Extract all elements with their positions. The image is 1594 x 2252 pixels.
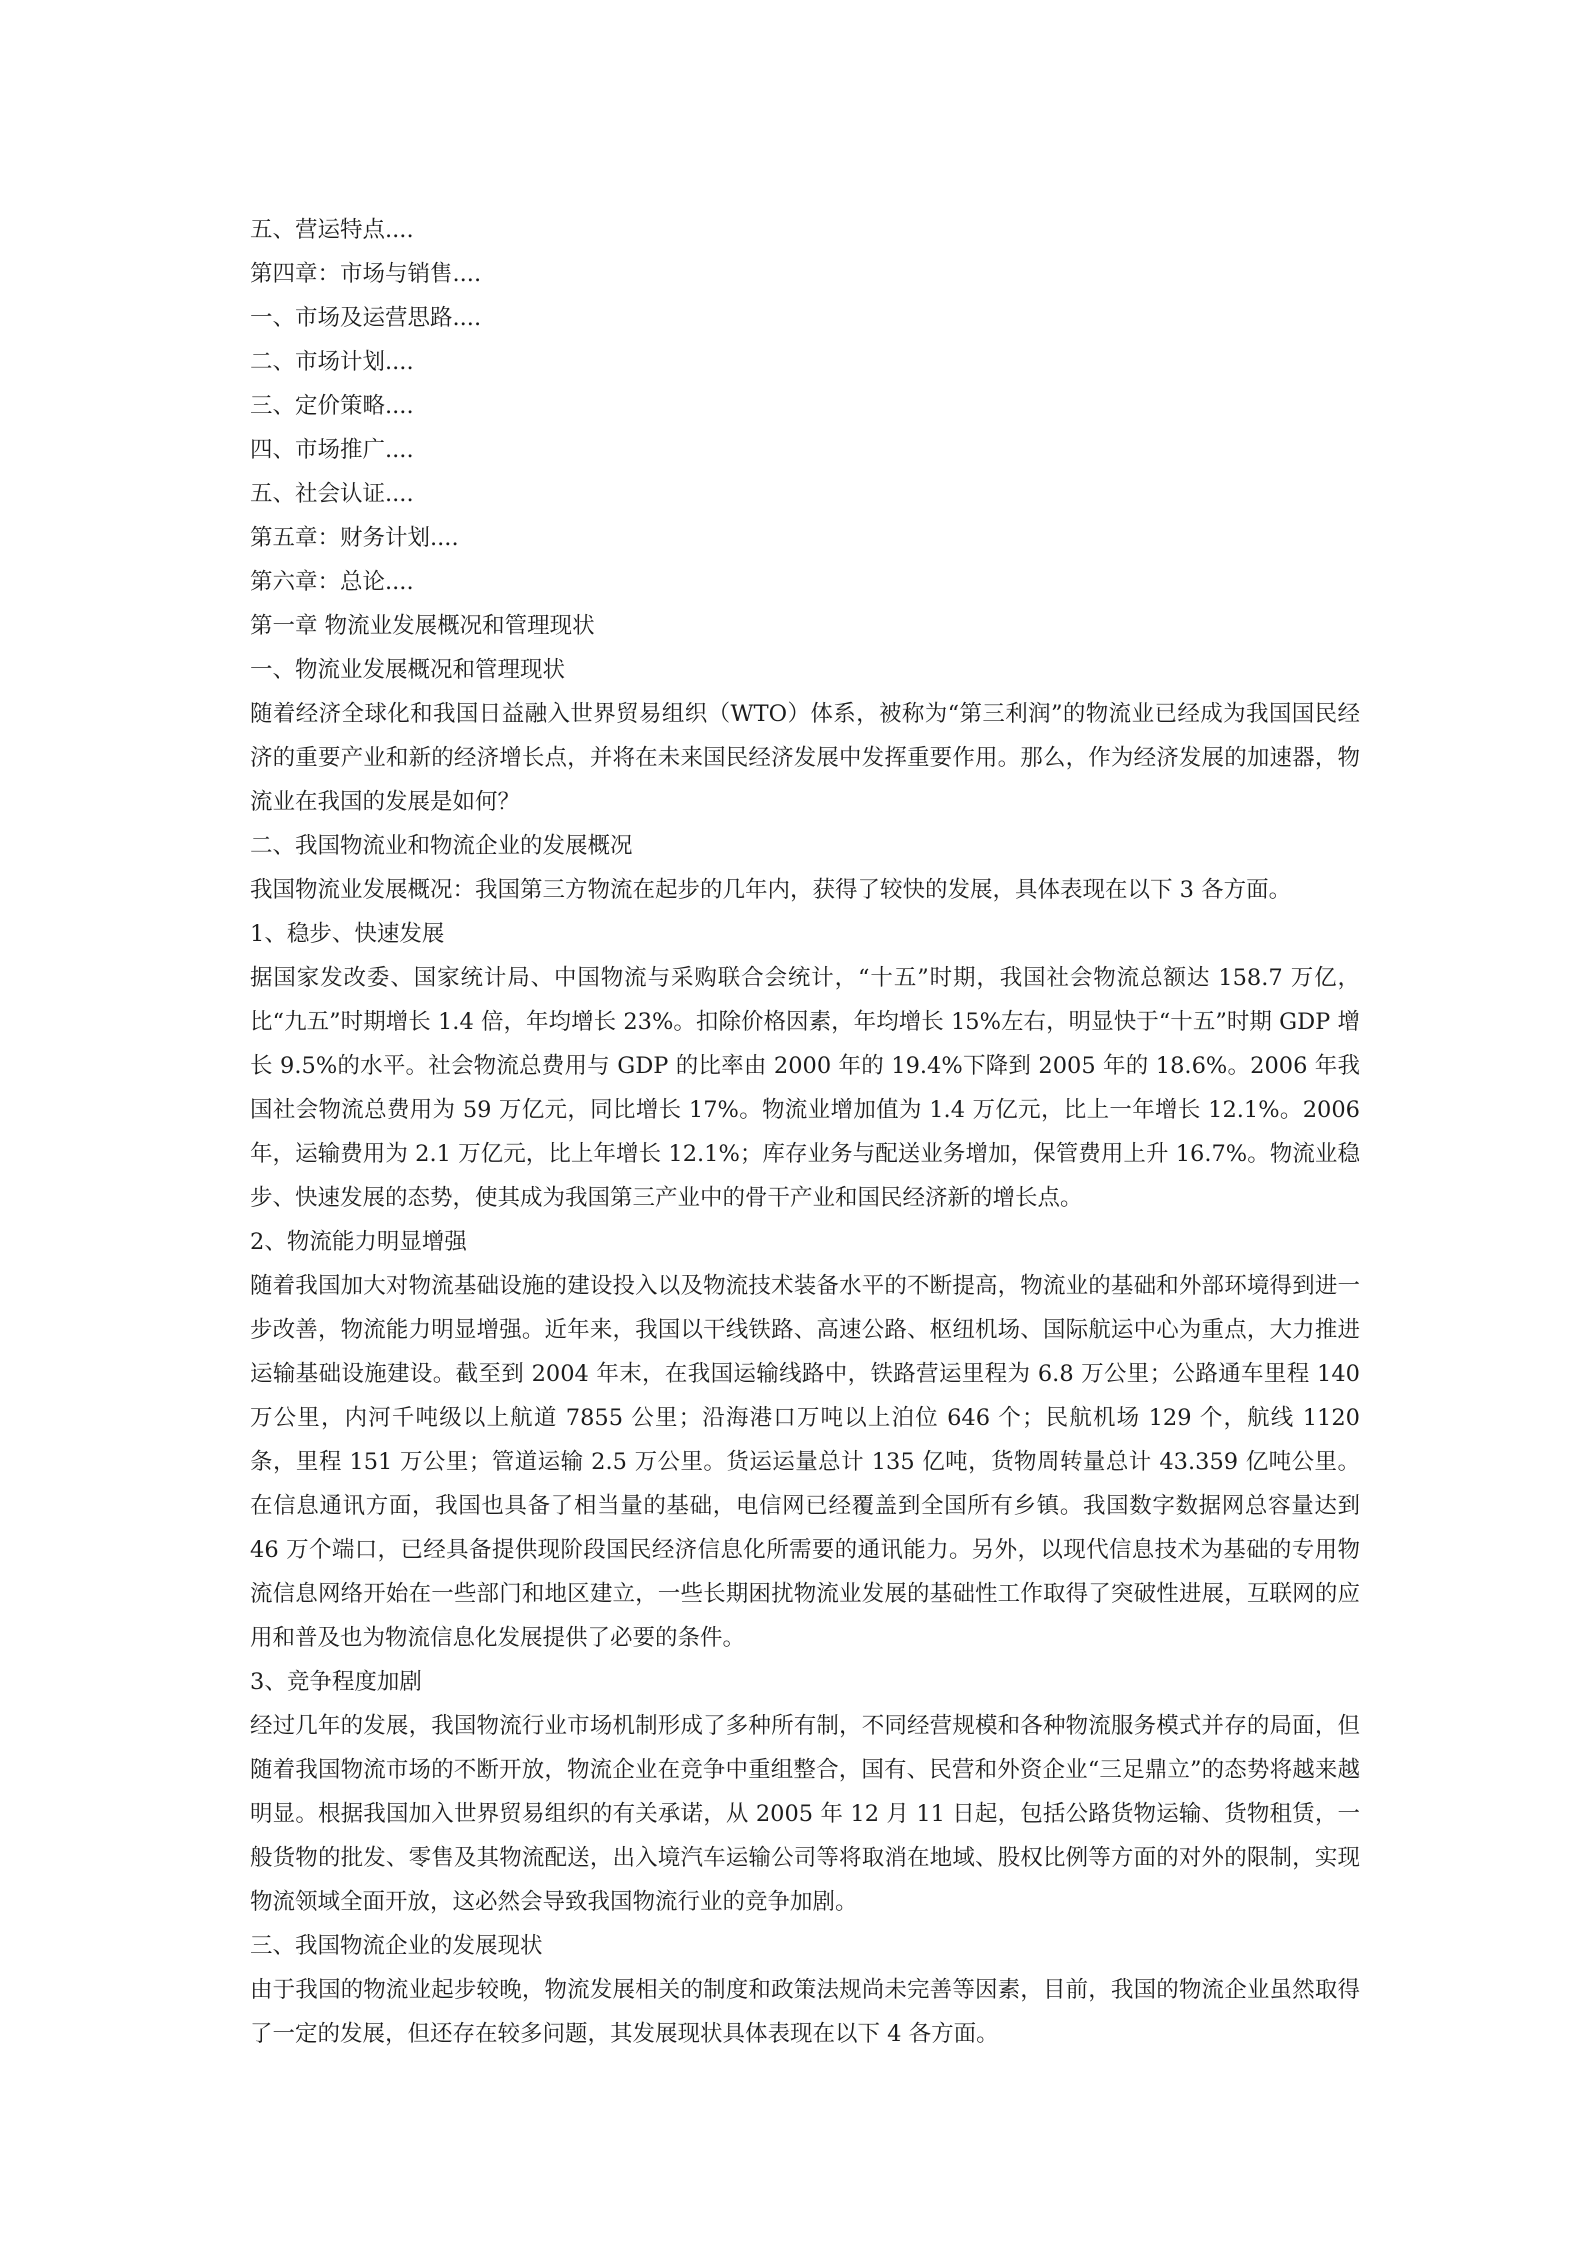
toc-entry: 四、市场推广.... xyxy=(250,437,414,463)
toc-entry: 一、市场及运营思路.... xyxy=(250,305,482,331)
subsection-paragraph: 经过几年的发展，我国物流行业市场机制形成了多种所有制，不同经营规模和各种物流服务模式并存的局面，但随着我国物流市场的不断开放，物流企业在竞争中重组整合，国有、民营和外资企业“三足鼎立”的态势将越来越明显。根据我国加入世界贸易组织的有关承诺，从 2005 年 12 月 11 日起，包括公路货物运输、货物租赁，一般货物的批发、零售及其物流配送，出入境汽车运输公司等将取消在地域、股权比例等方面的对外的限制，实现物流领域全面开放，这必然会导致我国物流行业的竞争加剧。 xyxy=(250,1713,1360,1915)
subsection-heading: 2、物流能力明显增强 xyxy=(250,1229,467,1255)
chapter-title: 第一章 物流业发展概况和管理现状 xyxy=(250,613,595,639)
document-body xyxy=(250,208,1360,2056)
section-paragraph: 随着经济全球化和我国日益融入世界贸易组织（WTO）体系，被称为“第三利润”的物流业已经成为我国国民经济的重要产业和新的经济增长点，并将在未来国民经济发展中发挥重要作用。那么，作为经济发展的加速器，物流业在我国的发展是如何？ xyxy=(250,701,1360,815)
section-heading: 一、物流业发展概况和管理现状 xyxy=(250,657,566,683)
section-heading: 三、我国物流企业的发展现状 xyxy=(250,1933,543,1959)
section-heading: 二、我国物流业和物流企业的发展概况 xyxy=(250,833,633,859)
section-intro-paragraph: 我国物流业发展概况：我国第三方物流在起步的几年内，获得了较快的发展，具体表现在以下 3 各方面。 xyxy=(250,877,1292,903)
subsection-paragraph: 据国家发改委、国家统计局、中国物流与采购联合会统计，“十五”时期，我国社会物流总额达 158.7 万亿，比“九五”时期增长 1.4 倍，年均增长 23%。扣除价格因素，年均增长 15%左右，明显快于“十五”时期 GDP 增长 9.5%的水平。社会物流总费用与 GDP 的比率由 2000 年的 19.4%下降到 2005 年的 18.6%。2006 年我国社会物流总费用为 59 万亿元，同比增长 17%。物流业增加值为 1.4 万亿元，比上一年增长 12.1%。2006 年，运输费用为 2.1 万亿元，比上年增长 12.1%；库存业务与配送业务增加，保管费用上升 16.7%。物流业稳步、快速发展的态势，使其成为我国第三产业中的骨干产业和国民经济新的增长点。 xyxy=(250,965,1360,1211)
subsection-paragraph: 随着我国加大对物流基础设施的建设投入以及物流技术装备水平的不断提高，物流业的基础和外部环境得到进一步改善，物流能力明显增强。近年来，我国以干线铁路、高速公路、枢纽机场、国际航运中心为重点，大力推进运输基础设施建设。截至到 2004 年末，在我国运输线路中，铁路营运里程为 6.8 万公里；公路通车里程 140 万公里，内河千吨级以上航道 7855 公里；沿海港口万吨以上泊位 646 个；民航机场 129 个，航线 1120 条，里程 151 万公里；管道运输 2.5 万公里。货运运量总计 135 亿吨，货物周转量总计 43.359 亿吨公里。在信息通讯方面，我国也具备了相当量的基础，电信网已经覆盖到全国所有乡镇。我国数字数据网总容量达到 46 万个端口，已经具备提供现阶段国民经济信息化所需要的通讯能力。另外，以现代信息技术为基础的专用物流信息网络开始在一些部门和地区建立，一些长期困扰物流业发展的基础性工作取得了突破性进展，互联网的应用和普及也为物流信息化发展提供了必要的条件。 xyxy=(250,1273,1360,1651)
toc-entry: 二、市场计划.... xyxy=(250,349,414,375)
toc-entry: 第四章：市场与销售.... xyxy=(250,261,482,287)
subsection-heading: 1、稳步、快速发展 xyxy=(250,921,445,947)
toc-entry: 第五章：财务计划.... xyxy=(250,525,459,551)
section-paragraph: 由于我国的物流业起步较晚，物流发展相关的制度和政策法规尚未完善等因素，目前，我国的物流企业虽然取得了一定的发展，但还存在较多问题，其发展现状具体表现在以下 4 各方面。 xyxy=(250,1977,1360,2047)
toc-entry: 五、营运特点.... xyxy=(250,217,414,243)
toc-entry: 第六章：总论.... xyxy=(250,569,414,595)
toc-entry: 三、定价策略.... xyxy=(250,393,414,419)
toc-entry: 五、社会认证.... xyxy=(250,481,414,507)
subsection-heading: 3、竞争程度加剧 xyxy=(250,1669,422,1695)
